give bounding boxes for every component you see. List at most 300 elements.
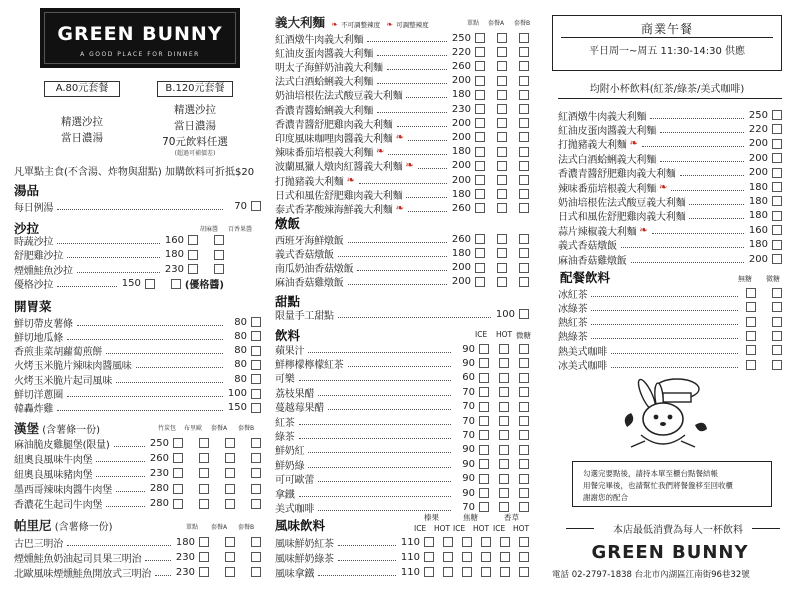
order-checkbox[interactable]: [519, 47, 529, 57]
order-checkbox[interactable]: [188, 264, 198, 274]
notice-line: 謝謝您的配合: [583, 493, 628, 502]
order-checkbox[interactable]: [251, 331, 261, 341]
item-name: 熱綠茶: [558, 332, 588, 344]
order-checkbox[interactable]: [475, 47, 485, 57]
item-price: 70: [462, 401, 475, 413]
order-checkbox[interactable]: [497, 263, 507, 273]
order-checkbox[interactable]: [746, 288, 756, 298]
order-checkbox[interactable]: [519, 459, 529, 469]
order-checkbox[interactable]: [519, 387, 529, 397]
order-checkbox[interactable]: [499, 344, 509, 354]
order-checkbox[interactable]: [251, 484, 261, 494]
order-checkbox[interactable]: [462, 552, 472, 562]
item-price: 110: [400, 566, 420, 578]
side-col-no-sugar: 無糖: [738, 275, 752, 283]
order-checkbox[interactable]: [772, 360, 782, 370]
menu-item-panini: [14, 565, 261, 579]
section-title-pasta: [275, 13, 429, 31]
item-name: 紅油皮蛋肉醬義大利麵: [275, 48, 373, 60]
order-checkbox[interactable]: [519, 175, 529, 185]
order-checkbox[interactable]: [214, 235, 224, 245]
order-checkbox[interactable]: [497, 277, 507, 287]
leader-dots: [660, 132, 744, 133]
order-checkbox[interactable]: [424, 537, 434, 547]
order-checkbox[interactable]: [479, 373, 489, 383]
item-name: 火烤玉米脆片起司風味: [14, 375, 112, 387]
leader-dots: [611, 367, 738, 368]
item-name: 香濃青醬蛤蜊義大利麵: [275, 105, 373, 117]
menu-item-pasta: [275, 187, 529, 201]
order-checkbox[interactable]: [497, 61, 507, 71]
leader-dots: [136, 367, 223, 368]
order-checkbox[interactable]: [746, 360, 756, 370]
order-checkbox[interactable]: [479, 344, 489, 354]
order-checkbox[interactable]: [519, 373, 529, 383]
menu-item-salad: [14, 233, 224, 247]
order-checkbox[interactable]: [519, 552, 529, 562]
order-checkbox[interactable]: [225, 453, 235, 463]
item-name: 每日例湯: [14, 202, 54, 214]
order-checkbox[interactable]: [497, 161, 507, 171]
item-extra: (優格醬): [184, 280, 224, 291]
order-checkbox[interactable]: [772, 110, 782, 120]
menu-item-pasta: [275, 102, 529, 116]
menu-item-pasta: [275, 59, 529, 73]
item-name: 古巴三明治: [14, 538, 63, 550]
order-checkbox[interactable]: [481, 552, 491, 562]
leader-dots: [308, 452, 451, 453]
menu-item-risotto: [275, 261, 529, 275]
order-checkbox[interactable]: [500, 552, 510, 562]
order-checkbox[interactable]: [251, 374, 261, 384]
order-checkbox[interactable]: [772, 153, 782, 163]
item-name: 奶油培根佐法式酸豆義大利麵: [275, 91, 403, 103]
item-name: 香濃花生起司牛肉堡: [14, 500, 103, 512]
order-checkbox[interactable]: [500, 567, 510, 577]
menu-item-lunch: [558, 108, 782, 122]
order-checkbox[interactable]: [199, 484, 209, 494]
item-name: 熱紅茶: [558, 318, 588, 330]
leader-dots: [299, 438, 451, 439]
order-checkbox[interactable]: [519, 263, 529, 273]
order-checkbox[interactable]: [475, 248, 485, 258]
item-price: 90: [462, 357, 475, 369]
item-name: 墨西哥辣味肉醬牛肉堡: [14, 485, 112, 497]
order-checkbox[interactable]: [772, 302, 782, 312]
item-name: 紐奧良風味豬肉堡: [14, 469, 93, 481]
leader-dots: [631, 262, 744, 263]
order-checkbox[interactable]: [519, 344, 529, 354]
flavor-col-ice-3: ICE: [493, 524, 506, 533]
menu-item-drink: [275, 356, 529, 370]
order-checkbox[interactable]: [199, 537, 209, 547]
order-checkbox[interactable]: [772, 182, 782, 192]
order-checkbox[interactable]: [519, 76, 529, 86]
order-checkbox[interactable]: [173, 499, 183, 509]
order-checkbox[interactable]: [475, 118, 485, 128]
order-checkbox[interactable]: [251, 346, 261, 356]
order-checkbox[interactable]: [519, 132, 529, 142]
order-checkbox[interactable]: [499, 358, 509, 368]
order-checkbox[interactable]: [199, 552, 209, 562]
order-checkbox[interactable]: [772, 254, 782, 264]
order-checkbox[interactable]: [251, 453, 261, 463]
order-checkbox[interactable]: [199, 567, 209, 577]
menu-item-lunch: [558, 223, 782, 237]
order-checkbox[interactable]: [145, 279, 155, 289]
order-checkbox[interactable]: [475, 132, 485, 142]
order-checkbox[interactable]: [173, 438, 183, 448]
item-name: 火烤玉米脆片辣味肉醬風味: [14, 361, 132, 373]
menu-item-burger: [14, 497, 261, 511]
order-checkbox[interactable]: [497, 47, 507, 57]
order-checkbox[interactable]: [519, 33, 529, 43]
order-checkbox[interactable]: [199, 438, 209, 448]
order-checkbox[interactable]: [199, 468, 209, 478]
order-checkbox[interactable]: [225, 468, 235, 478]
item-price: 70: [462, 386, 475, 398]
menu-item-risotto: [275, 232, 529, 246]
item-name: 南瓜奶油香菇燉飯: [275, 264, 354, 276]
order-checkbox[interactable]: [499, 387, 509, 397]
item-price: 230: [175, 551, 195, 563]
order-checkbox[interactable]: [746, 345, 756, 355]
set-a-badge: A.80元套餐: [44, 81, 120, 97]
order-checkbox[interactable]: [225, 552, 235, 562]
order-checkbox[interactable]: [497, 147, 507, 157]
panini-subtitle: (含薯條一份): [54, 522, 113, 533]
order-checkbox[interactable]: [443, 552, 453, 562]
menu-item-lunch: [558, 252, 782, 266]
item-name: 舒肥雞沙拉: [14, 251, 63, 262]
order-checkbox[interactable]: [188, 250, 198, 260]
order-checkbox[interactable]: [475, 161, 485, 171]
menu-item-drink: [275, 500, 529, 514]
order-checkbox[interactable]: [475, 203, 485, 213]
leader-dots: [377, 83, 447, 84]
item-name: 優格沙拉: [14, 280, 54, 291]
leader-dots: [318, 575, 396, 576]
item-price: 200: [451, 262, 471, 274]
item-name: 泰式香茅酸辣海鮮義大利麵: [275, 204, 393, 216]
order-checkbox[interactable]: [251, 403, 261, 413]
leader-dots: [106, 506, 145, 507]
item-price: 250: [748, 109, 768, 121]
menu-item-pasta: [275, 130, 529, 144]
order-checkbox[interactable]: [519, 488, 529, 498]
order-checkbox[interactable]: [481, 537, 491, 547]
section-title-salad: 沙拉: [14, 221, 40, 236]
order-checkbox[interactable]: [424, 567, 434, 577]
item-name: 紅酒燉牛肉義大利麵: [275, 34, 364, 46]
order-checkbox[interactable]: [251, 317, 261, 327]
order-checkbox[interactable]: [772, 124, 782, 134]
order-checkbox[interactable]: [479, 502, 489, 512]
order-checkbox[interactable]: [497, 189, 507, 199]
item-name: 可樂: [275, 374, 295, 386]
item-price: 180: [748, 195, 768, 207]
item-price: 200: [748, 167, 768, 179]
order-checkbox[interactable]: [499, 373, 509, 383]
order-checkbox[interactable]: [251, 360, 261, 370]
order-checkbox[interactable]: [519, 567, 529, 577]
order-checkbox[interactable]: [519, 537, 529, 547]
menu-item-burger: [14, 436, 261, 450]
order-checkbox[interactable]: [497, 33, 507, 43]
order-checkbox[interactable]: [499, 402, 509, 412]
order-checkbox[interactable]: [746, 302, 756, 312]
order-checkbox[interactable]: [499, 474, 509, 484]
order-checkbox[interactable]: [443, 537, 453, 547]
order-checkbox[interactable]: [479, 416, 489, 426]
leader-dots: [116, 382, 223, 383]
min-charge-note: 本店最低消費為每人一杯飲料: [613, 525, 743, 536]
order-checkbox[interactable]: [519, 430, 529, 440]
order-checkbox[interactable]: [519, 248, 529, 258]
order-checkbox[interactable]: [199, 453, 209, 463]
flavor-group-caramel: 焦糖: [463, 513, 478, 522]
item-name: 打拋豬義大利麵: [558, 140, 627, 152]
pasta-col-seta: 套餐A: [488, 20, 505, 27]
order-checkbox[interactable]: [225, 484, 235, 494]
order-checkbox[interactable]: [251, 567, 261, 577]
item-price: 160: [164, 234, 184, 246]
order-checkbox[interactable]: [173, 468, 183, 478]
order-checkbox[interactable]: [225, 438, 235, 448]
order-checkbox[interactable]: [479, 387, 489, 397]
order-checkbox[interactable]: [499, 502, 509, 512]
brand-name: GREEN BUNNY: [57, 23, 223, 45]
order-checkbox[interactable]: [188, 235, 198, 245]
item-price: 200: [451, 117, 471, 129]
order-checkbox[interactable]: [519, 161, 529, 171]
order-checkbox[interactable]: [475, 76, 485, 86]
order-checkbox[interactable]: [225, 499, 235, 509]
order-checkbox[interactable]: [479, 445, 489, 455]
order-checkbox[interactable]: [497, 234, 507, 244]
order-checkbox[interactable]: [481, 567, 491, 577]
leader-dots: [359, 183, 447, 184]
order-checkbox[interactable]: [499, 488, 509, 498]
order-checkbox[interactable]: [173, 453, 183, 463]
order-checkbox[interactable]: [519, 474, 529, 484]
order-checkbox[interactable]: [519, 358, 529, 368]
item-name: 鮮切帶皮薯條: [14, 318, 73, 330]
order-checkbox[interactable]: [772, 345, 782, 355]
lunch-divider-line: [558, 98, 782, 99]
menu-item-drink: [275, 342, 529, 356]
order-checkbox[interactable]: [424, 552, 434, 562]
order-checkbox[interactable]: [519, 309, 529, 319]
item-price: 100: [495, 308, 515, 320]
item-price: 80: [234, 345, 247, 357]
order-checkbox[interactable]: [497, 248, 507, 258]
salad-col-passion: 百香果醬: [228, 226, 253, 233]
item-name: 時蔬沙拉: [14, 236, 54, 248]
menu-item-lunch: [558, 209, 782, 223]
order-checkbox[interactable]: [519, 234, 529, 244]
item-name: 蔓越莓果醋: [275, 403, 324, 415]
item-price: 220: [451, 46, 471, 58]
order-checkbox[interactable]: [251, 537, 261, 547]
item-price: 160: [748, 224, 768, 236]
leader-dots: [57, 243, 160, 244]
order-checkbox[interactable]: [475, 90, 485, 100]
item-name: 香煎韭菜胡蘿蔔煎餅: [14, 347, 103, 359]
item-price: 80: [234, 330, 247, 342]
order-checkbox[interactable]: [251, 499, 261, 509]
flavor-col-ice-2: ICE: [453, 524, 466, 533]
order-checkbox[interactable]: [500, 537, 510, 547]
order-checkbox[interactable]: [479, 402, 489, 412]
item-name: 打拋豬義大利麵: [275, 176, 344, 188]
order-checkbox[interactable]: [475, 175, 485, 185]
order-checkbox[interactable]: [173, 484, 183, 494]
item-price: 260: [451, 233, 471, 245]
order-checkbox[interactable]: [746, 317, 756, 327]
order-checkbox[interactable]: [497, 90, 507, 100]
order-checkbox[interactable]: [499, 430, 509, 440]
order-checkbox[interactable]: [519, 90, 529, 100]
order-checkbox[interactable]: [443, 567, 453, 577]
order-checkbox[interactable]: [475, 104, 485, 114]
order-checkbox[interactable]: [519, 416, 529, 426]
order-checkbox[interactable]: [475, 61, 485, 71]
item-price: 250: [451, 32, 471, 44]
order-checkbox[interactable]: [462, 537, 472, 547]
order-checkbox[interactable]: [519, 118, 529, 128]
order-checkbox[interactable]: [497, 132, 507, 142]
item-price: 70: [234, 200, 247, 212]
order-checkbox[interactable]: [497, 118, 507, 128]
order-checkbox[interactable]: [171, 279, 181, 289]
order-checkbox[interactable]: [772, 211, 782, 221]
leader-dots: [67, 257, 160, 258]
item-name: 冰紅茶: [558, 289, 588, 301]
order-checkbox[interactable]: [519, 189, 529, 199]
order-checkbox[interactable]: [499, 416, 509, 426]
order-checkbox[interactable]: [225, 567, 235, 577]
menu-item-drink: [275, 443, 529, 457]
order-checkbox[interactable]: [772, 168, 782, 178]
legend-adjust-spice: 可調整辣度: [396, 21, 429, 29]
item-price: 180: [451, 188, 471, 200]
order-checkbox[interactable]: [499, 445, 509, 455]
leader-dots: [689, 204, 744, 205]
order-checkbox[interactable]: [214, 250, 224, 260]
menu-item-appetizer: [14, 344, 261, 358]
order-checkbox[interactable]: [519, 61, 529, 71]
order-checkbox[interactable]: [475, 147, 485, 157]
order-checkbox[interactable]: [479, 430, 489, 440]
order-checkbox[interactable]: [251, 438, 261, 448]
order-checkbox[interactable]: [251, 201, 261, 211]
leader-dots: [377, 112, 447, 113]
order-checkbox[interactable]: [479, 459, 489, 469]
order-checkbox[interactable]: [479, 358, 489, 368]
order-checkbox[interactable]: [519, 445, 529, 455]
flavor-col-hot-2: HOT: [473, 524, 490, 533]
order-checkbox[interactable]: [772, 240, 782, 250]
item-name: 辣味番茄培根義大利麵: [275, 148, 373, 160]
menu-item-pasta: [275, 173, 529, 187]
order-checkbox[interactable]: [772, 139, 782, 149]
set-a-items: [42, 114, 122, 146]
menu-item-flavor: [275, 535, 529, 549]
order-checkbox[interactable]: [746, 331, 756, 341]
leader-dots: [338, 545, 396, 546]
item-name: 麻油香菇雞燉飯: [275, 278, 344, 290]
menu-item-risotto: [275, 246, 529, 260]
order-checkbox[interactable]: [479, 488, 489, 498]
order-checkbox[interactable]: [519, 502, 529, 512]
order-checkbox[interactable]: [479, 474, 489, 484]
set-a-item: 精選沙拉: [61, 116, 103, 128]
pasta-col-setb: 套餐B: [514, 20, 531, 27]
order-checkbox[interactable]: [251, 389, 261, 399]
leader-dots: [114, 446, 145, 447]
menu-item-drink: [275, 428, 529, 442]
order-checkbox[interactable]: [475, 263, 485, 273]
leader-dots: [299, 496, 451, 497]
order-checkbox[interactable]: [497, 76, 507, 86]
order-checkbox[interactable]: [519, 402, 529, 412]
order-checkbox[interactable]: [519, 277, 529, 287]
order-checkbox[interactable]: [225, 537, 235, 547]
leader-dots: [106, 353, 223, 354]
order-checkbox[interactable]: [772, 317, 782, 327]
order-checkbox[interactable]: [475, 277, 485, 287]
leader-dots: [406, 97, 447, 98]
order-checkbox[interactable]: [519, 104, 529, 114]
menu-item-lunch: [558, 238, 782, 252]
chili-icon: ❧: [639, 224, 648, 236]
order-checkbox[interactable]: [497, 175, 507, 185]
order-checkbox[interactable]: [772, 196, 782, 206]
order-checkbox[interactable]: [251, 468, 261, 478]
menu-item-burger: [14, 482, 261, 496]
legend-fixed-spice: 不可調整辣度: [341, 21, 381, 29]
order-checkbox[interactable]: [519, 203, 529, 213]
menu-item-pasta: [275, 145, 529, 159]
order-checkbox[interactable]: [475, 189, 485, 199]
leader-dots: [308, 467, 451, 468]
item-name: 荔枝果醋: [275, 388, 315, 400]
item-name: 波蘭風獵人燉肉紅醬義大利麵: [275, 162, 403, 174]
order-checkbox[interactable]: [462, 567, 472, 577]
order-checkbox[interactable]: [772, 331, 782, 341]
order-checkbox[interactable]: [497, 203, 507, 213]
order-checkbox[interactable]: [519, 147, 529, 157]
menu-item-risotto: [275, 275, 529, 289]
leader-dots: [591, 296, 738, 297]
item-name: 風味鮮奶綠茶: [275, 553, 334, 565]
item-name: 風味拿鐵: [275, 568, 315, 580]
order-checkbox[interactable]: [499, 459, 509, 469]
order-checkbox[interactable]: [214, 264, 224, 274]
menu-item-pasta: [275, 116, 529, 130]
order-checkbox[interactable]: [772, 225, 782, 235]
order-checkbox[interactable]: [199, 499, 209, 509]
order-checkbox[interactable]: [772, 288, 782, 298]
order-checkbox[interactable]: [497, 104, 507, 114]
order-checkbox[interactable]: [251, 552, 261, 562]
order-checkbox[interactable]: [475, 234, 485, 244]
menu-item-panini: [14, 535, 261, 549]
order-checkbox[interactable]: [475, 33, 485, 43]
menu-item-appetizer: [14, 387, 261, 401]
item-price: 90: [462, 473, 475, 485]
